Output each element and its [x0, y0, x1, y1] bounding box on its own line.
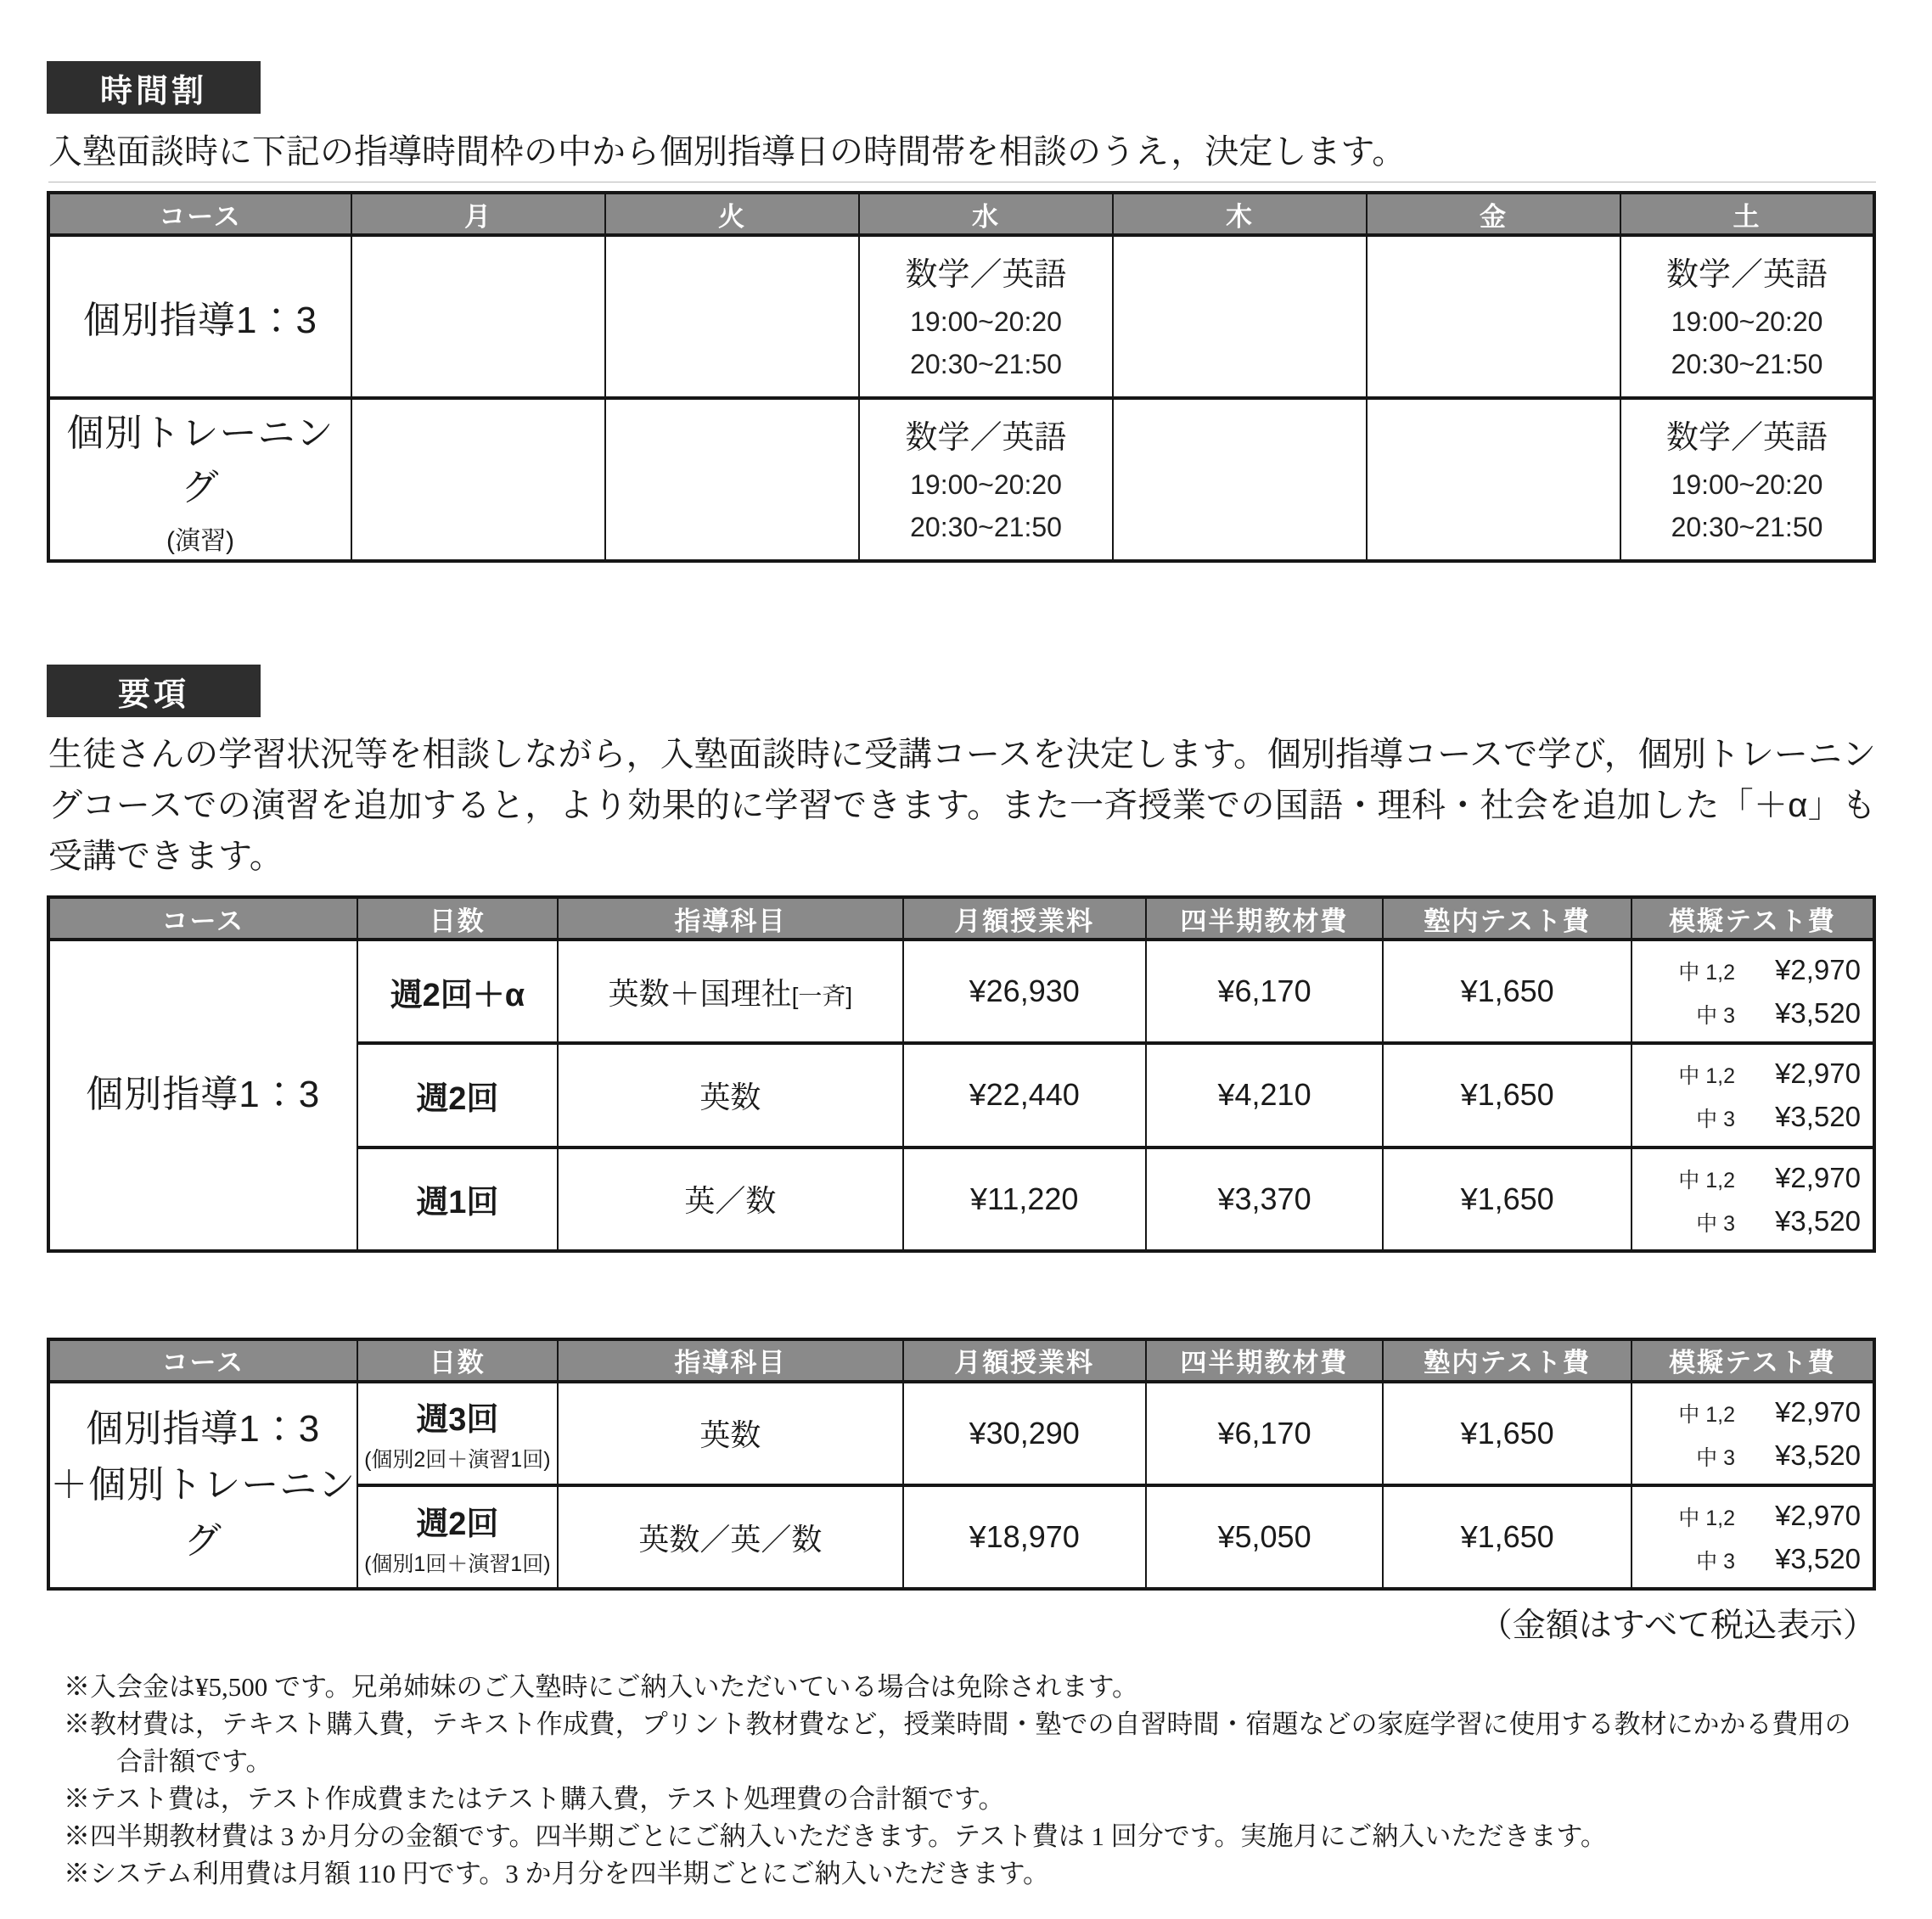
mock-fee-price: ¥2,970 — [1775, 1395, 1861, 1428]
days-value: 週2回 — [416, 1506, 499, 1542]
schedule-empty-cell — [605, 398, 859, 561]
days-cell — [357, 1485, 559, 1589]
schedule-subject: 数学／英語 — [1665, 419, 1828, 456]
schedule-subject: 数学／英語 — [1665, 256, 1828, 293]
monthly-fee-cell: ¥18,970 — [903, 1485, 1146, 1589]
mock-test-fee-cell — [1632, 1043, 1874, 1147]
days-value: 週2回＋α — [390, 977, 525, 1013]
quarterly-materials-fee-cell: ¥6,170 — [1146, 1382, 1384, 1485]
pricing-table-individual — [47, 895, 1876, 1253]
header-monthly-fee: 月額授業料 — [903, 897, 1146, 940]
days-cell — [357, 1043, 559, 1147]
mock-fee-junior12 — [1639, 1390, 1861, 1434]
table-row — [48, 235, 1874, 398]
guidelines-paragraph: 生徒さんの学習状況等を相談しながら，入塾面談時に受講コースを決定します。個別指導コースで学び，個別トレーニングコースでの演習を追加すると，より効果的に学習できます。また一斉授業での国語・理科・社会を追加した「＋α」も受講できます。 — [48, 736, 1876, 875]
schedule-time-slot: 20:30~21:50 — [910, 511, 1062, 542]
course-cell — [48, 235, 351, 398]
days-value: 週1回 — [416, 1185, 499, 1221]
table-header-row — [48, 193, 1874, 235]
mock-fee-price: ¥3,520 — [1775, 1101, 1861, 1133]
internal-test-fee-cell: ¥1,650 — [1383, 1382, 1632, 1485]
header-mock-test-fee: 模擬テスト費 — [1632, 1339, 1874, 1382]
footnote-materials-fee: ※教材費は，テキスト購入費，テキスト作成費，プリント教材費など，授業時間・塾での自習時間・宿題などの家庭学習に使用する教材にかかる費用の合計額です。 — [64, 1709, 1851, 1777]
pricing-header-row — [48, 897, 1874, 940]
schedule-cell-saturday — [1620, 235, 1874, 398]
mock-fee-grade-label: 中 3 — [1696, 1445, 1735, 1470]
mock-fee-junior12 — [1639, 1052, 1861, 1095]
subjects-cell — [558, 1147, 903, 1251]
schedule-empty-cell — [1113, 235, 1367, 398]
table-row — [48, 398, 1874, 561]
mock-fee-junior3 — [1639, 1537, 1861, 1580]
header-saturday: 土 — [1620, 193, 1874, 235]
mock-fee-junior12 — [1639, 1156, 1861, 1199]
schedule-empty-cell — [351, 235, 605, 398]
mock-fee-price: ¥3,520 — [1775, 1543, 1861, 1575]
course-subtitle: (演習) — [166, 527, 235, 555]
mock-fee-price: ¥3,520 — [1775, 997, 1861, 1030]
schedule-subject: 数学／英語 — [905, 256, 1067, 293]
header-days: 日数 — [357, 1339, 559, 1382]
timetable-table — [47, 191, 1876, 563]
days-cell — [357, 1382, 559, 1485]
guidelines-section — [47, 665, 1876, 882]
course-name-line2: ＋個別トレーニング — [50, 1464, 357, 1563]
mock-fee-grade-label: 中 1,2 — [1678, 1507, 1735, 1531]
header-internal-test-fee: 塾内テスト費 — [1383, 897, 1632, 940]
mock-fee-price: ¥3,520 — [1775, 1204, 1861, 1237]
schedule-time-slot: 19:00~20:20 — [1671, 469, 1823, 500]
header-subjects: 指導科目 — [558, 897, 903, 940]
header-subjects: 指導科目 — [558, 1339, 903, 1382]
mock-fee-grade-label: 中 3 — [1696, 1108, 1735, 1132]
schedule-subject: 数学／英語 — [905, 419, 1067, 456]
mock-fee-junior3 — [1639, 1095, 1861, 1138]
mock-fee-price: ¥2,970 — [1775, 1058, 1861, 1090]
days-value: 週3回 — [416, 1402, 499, 1439]
tax-included-note: （金額はすべて税込表示） — [1479, 1608, 1876, 1645]
footnote-system-fee: ※システム利用費は月額 110 円です。3 か月分を四半期ごとにご納入いただきます。 — [64, 1859, 1050, 1889]
internal-test-fee-cell: ¥1,650 — [1383, 1147, 1632, 1251]
timetable-intro-text: 入塾面談時に下記の指導時間枠の中から個別指導日の時間帯を相談のうえ，決定します。 — [48, 127, 1876, 182]
days-value: 週2回 — [416, 1080, 499, 1117]
header-course: コース — [48, 897, 357, 940]
subjects-cell — [558, 1485, 903, 1589]
footnote-admission-fee: ※入会金は¥5,500 です。兄弟姉妹のご入塾時にご納入いただいている場合は免除されます。 — [64, 1672, 1139, 1703]
monthly-fee-cell: ¥30,290 — [903, 1382, 1146, 1485]
course-name: 個別指導1：3 — [86, 1074, 321, 1116]
header-wednesday: 水 — [859, 193, 1113, 235]
days-cell — [357, 1147, 559, 1251]
mock-test-fee-cell — [1632, 1382, 1874, 1485]
mock-fee-junior12 — [1639, 948, 1861, 991]
pricing-header-row — [48, 1339, 1874, 1382]
course-name: 個別指導1：3 — [83, 300, 317, 341]
quarterly-materials-fee-cell: ¥4,210 — [1146, 1043, 1384, 1147]
mock-fee-junior3 — [1639, 991, 1861, 1035]
mock-fee-grade-label: 中 3 — [1696, 1211, 1735, 1236]
mock-fee-grade-label: 中 1,2 — [1678, 1064, 1735, 1089]
footnote-test-fee: ※テスト費は，テスト作成費またはテスト購入費，テスト処理費の合計額です。 — [64, 1784, 1005, 1815]
subjects-value: 英数 — [699, 1417, 761, 1453]
timetable-section-badge — [47, 61, 261, 114]
header-monthly-fee: 月額授業料 — [903, 1339, 1146, 1382]
internal-test-fee-cell: ¥1,650 — [1383, 940, 1632, 1043]
monthly-fee-cell: ¥11,220 — [903, 1147, 1146, 1251]
monthly-fee-cell: ¥26,930 — [903, 940, 1146, 1043]
quarterly-materials-fee-cell: ¥3,370 — [1146, 1147, 1384, 1251]
schedule-empty-cell — [1367, 235, 1620, 398]
mock-fee-grade-label: 中 3 — [1696, 1550, 1735, 1574]
mock-fee-grade-label: 中 1,2 — [1678, 961, 1735, 985]
course-name: 個別指導1：3 — [86, 1408, 321, 1450]
mock-fee-price: ¥2,970 — [1775, 1500, 1861, 1532]
mock-fee-price: ¥2,970 — [1775, 954, 1861, 985]
course-cell — [48, 398, 351, 561]
schedule-cell-wednesday — [859, 398, 1113, 561]
schedule-time-slot: 19:00~20:20 — [1671, 306, 1823, 337]
header-quarterly-materials-fee: 四半期教材費 — [1146, 1339, 1384, 1382]
subjects-cell — [558, 1043, 903, 1147]
mock-test-fee-cell — [1632, 1485, 1874, 1589]
subjects-cell — [558, 940, 903, 1043]
quarterly-materials-fee-cell: ¥6,170 — [1146, 940, 1384, 1043]
course-cell — [48, 1382, 357, 1590]
subjects-value: 英数＋国理社 — [608, 975, 792, 1011]
schedule-empty-cell — [605, 235, 859, 398]
subjects-note: [一斉] — [791, 982, 853, 1009]
course-cell — [48, 940, 357, 1251]
mock-fee-grade-label: 中 3 — [1696, 1004, 1735, 1029]
course-name: 個別トレーニング — [66, 412, 334, 508]
header-course: コース — [48, 193, 351, 235]
internal-test-fee-cell: ¥1,650 — [1383, 1043, 1632, 1147]
table-header-row — [48, 1339, 1874, 1382]
schedule-cell-saturday — [1620, 398, 1874, 561]
mock-fee-grade-label: 中 1,2 — [1678, 1168, 1735, 1192]
mock-fee-price: ¥2,970 — [1775, 1161, 1861, 1193]
schedule-empty-cell — [351, 398, 605, 561]
schedule-time-slot: 20:30~21:50 — [1671, 511, 1823, 542]
header-mock-test-fee: 模擬テスト費 — [1632, 897, 1874, 940]
header-monday: 月 — [351, 193, 605, 235]
schedule-empty-cell — [1113, 398, 1367, 561]
subjects-value: 英／数 — [684, 1183, 777, 1219]
header-internal-test-fee: 塾内テスト費 — [1383, 1339, 1632, 1382]
internal-test-fee-cell: ¥1,650 — [1383, 1485, 1632, 1589]
footnote-quarterly-fee: ※四半期教材費は 3 か月分の金額です。四半期ごとにご納入いただきます。テスト費は 1 回分です。実施月にご納入いただきます。 — [64, 1821, 1607, 1852]
mock-fee-junior3 — [1639, 1199, 1861, 1243]
mock-test-fee-cell — [1632, 940, 1874, 1043]
schedule-empty-cell — [1367, 398, 1620, 561]
mock-test-fee-cell — [1632, 1147, 1874, 1251]
mock-fee-junior3 — [1639, 1434, 1861, 1477]
table-row — [48, 940, 1874, 1043]
subjects-value: 英数 — [699, 1079, 761, 1114]
mock-fee-junior12 — [1639, 1494, 1861, 1537]
mock-fee-grade-label: 中 1,2 — [1678, 1402, 1735, 1427]
footnotes-block — [64, 1669, 1876, 1893]
schedule-time-slot: 20:30~21:50 — [1671, 348, 1823, 379]
schedule-time-slot: 20:30~21:50 — [910, 348, 1062, 379]
days-cell — [357, 940, 559, 1043]
header-days: 日数 — [357, 897, 559, 940]
quarterly-materials-fee-cell: ¥5,050 — [1146, 1485, 1384, 1589]
mock-fee-price: ¥3,520 — [1775, 1439, 1861, 1471]
table-row — [48, 1382, 1874, 1485]
schedule-time-slot: 19:00~20:20 — [910, 306, 1062, 337]
days-detail: (個別1回＋演習1回) — [364, 1551, 551, 1576]
header-tuesday: 火 — [605, 193, 859, 235]
header-quarterly-materials-fee: 四半期教材費 — [1146, 897, 1384, 940]
pricing-table-individual-plus-training — [47, 1338, 1876, 1591]
schedule-time-slot: 19:00~20:20 — [910, 469, 1062, 500]
timetable-header-row — [48, 193, 1874, 235]
subjects-value: 英数／英／数 — [638, 1521, 823, 1557]
timetable-badge-label: 時間割 — [99, 73, 207, 109]
header-friday: 金 — [1367, 193, 1620, 235]
monthly-fee-cell: ¥22,440 — [903, 1043, 1146, 1147]
guidelines-badge-label: 要項 — [117, 676, 189, 713]
header-thursday: 木 — [1113, 193, 1367, 235]
header-course: コース — [48, 1339, 357, 1382]
table-header-row — [48, 897, 1874, 940]
schedule-cell-wednesday — [859, 235, 1113, 398]
subjects-cell — [558, 1382, 903, 1485]
days-detail: (個別2回＋演習1回) — [364, 1448, 551, 1473]
guidelines-section-badge — [47, 665, 261, 717]
